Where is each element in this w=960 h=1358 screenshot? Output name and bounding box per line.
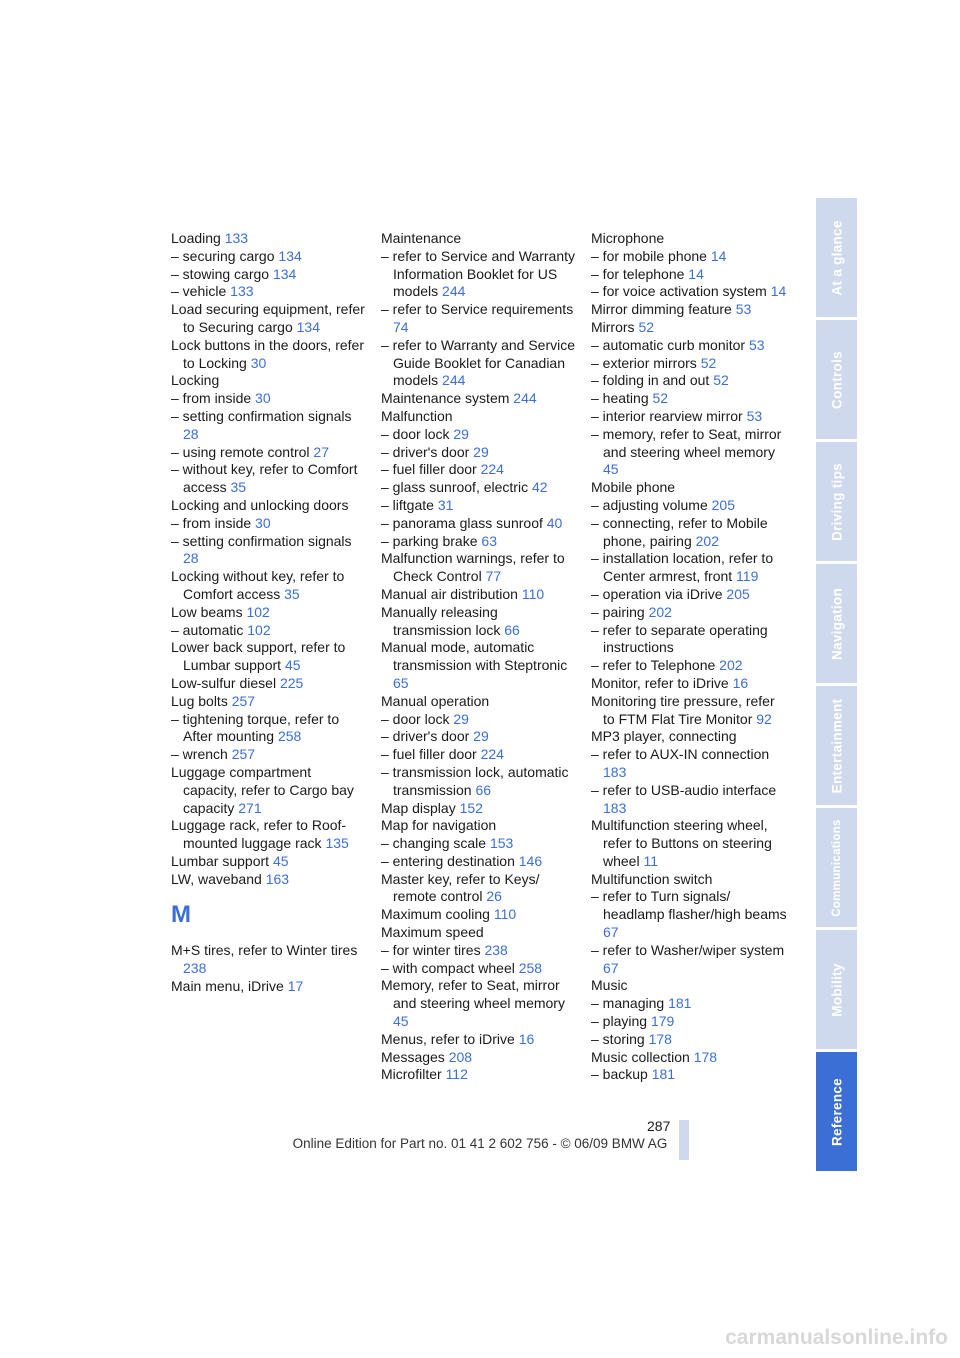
page-reference-link[interactable]: 135 bbox=[325, 835, 349, 852]
index-entry bbox=[381, 728, 577, 746]
index-entry bbox=[381, 977, 577, 1030]
tab-communications[interactable]: Communications bbox=[816, 808, 857, 927]
page-reference-link[interactable]: 77 bbox=[485, 568, 502, 585]
index-entry-text: Main menu, iDrive bbox=[171, 978, 288, 995]
index-entry bbox=[171, 515, 367, 533]
index-column-3 bbox=[591, 230, 787, 1084]
index-entry-text: – connecting, refer to Mobile phone, pairing bbox=[591, 514, 768, 549]
index-entry bbox=[381, 1049, 577, 1067]
index-entry-text: Music collection bbox=[591, 1048, 694, 1065]
page-reference-link[interactable]: 183 bbox=[603, 799, 627, 816]
index-entry-text: Manual operation bbox=[381, 692, 490, 709]
index-entry bbox=[381, 924, 577, 942]
page-number: 287 bbox=[647, 1118, 671, 1134]
index-entry bbox=[381, 639, 577, 692]
index-entry-text: – from inside bbox=[171, 390, 256, 407]
index-entry bbox=[171, 497, 367, 515]
page-reference-link[interactable]: 258 bbox=[518, 959, 543, 976]
index-entry-text: – door lock bbox=[381, 425, 454, 442]
page-reference-link[interactable]: 53 bbox=[735, 301, 752, 318]
index-entry bbox=[591, 355, 787, 373]
index-entry-text: – memory, refer to Seat, mirror and steering wheel memory bbox=[591, 425, 782, 460]
page-reference-link[interactable]: 45 bbox=[284, 657, 301, 674]
index-entry-text: – pairing bbox=[591, 603, 649, 620]
index-entry-text: – exterior mirrors bbox=[591, 354, 701, 371]
index-entry bbox=[171, 764, 367, 817]
index-entry-text: Mobile phone bbox=[591, 479, 676, 496]
index-entry-text: – stowing cargo bbox=[171, 265, 273, 282]
index-entry bbox=[591, 479, 787, 497]
index-entry-text: Locking without key, refer to Comfort access bbox=[171, 568, 345, 602]
index-entry-text: – without key, refer to Comfort access bbox=[171, 461, 358, 496]
tab-at-a-glance[interactable]: At a glance bbox=[816, 198, 857, 317]
index-entry-text: Malfunction bbox=[381, 407, 453, 424]
index-entry-text: – refer to Warranty and Service Guide Booklet for Canadian models bbox=[381, 336, 576, 389]
page-reference-link[interactable]: 202 bbox=[648, 603, 672, 620]
index-entry bbox=[171, 693, 367, 711]
index-entry bbox=[591, 657, 787, 675]
index-entry-text: – transmission lock, automatic transmission bbox=[381, 763, 569, 798]
index-entry-text: Low-sulfur diesel bbox=[171, 674, 280, 691]
page-reference-link[interactable]: 258 bbox=[277, 728, 302, 745]
index-entry-text: Microphone bbox=[591, 230, 665, 246]
index-entry-text: Maximum cooling bbox=[381, 906, 494, 923]
index-entry-text: – entering destination bbox=[381, 852, 519, 869]
index-entry bbox=[591, 817, 787, 870]
index-entry bbox=[381, 800, 577, 818]
page-reference-link[interactable]: 40 bbox=[546, 514, 563, 531]
index-entry-text: Maximum speed bbox=[381, 924, 484, 941]
index-entry-text: Monitor, refer to iDrive bbox=[591, 674, 733, 691]
index-entry bbox=[381, 550, 577, 586]
index-entry bbox=[381, 444, 577, 462]
index-entry bbox=[381, 835, 577, 853]
index-entry bbox=[171, 230, 367, 248]
index-entry-text: – for winter tires bbox=[381, 941, 485, 958]
page-reference-link[interactable]: 257 bbox=[231, 746, 256, 763]
index-entry bbox=[591, 515, 787, 551]
index-entry-text: Luggage compartment capacity, refer to Cargo bay capacity bbox=[171, 763, 354, 816]
letter-heading: M bbox=[171, 901, 191, 929]
tab-navigation[interactable]: Navigation bbox=[816, 564, 857, 683]
page-reference-link[interactable]: 134 bbox=[272, 265, 297, 282]
page-reference-link[interactable]: 163 bbox=[265, 870, 290, 887]
index-entry bbox=[591, 942, 787, 978]
page-reference-link[interactable]: 152 bbox=[459, 799, 483, 816]
index-entry bbox=[381, 390, 577, 408]
index-entry bbox=[381, 693, 577, 711]
page-reference-link[interactable]: 110 bbox=[521, 585, 545, 602]
page-reference-link[interactable]: 53 bbox=[746, 407, 763, 424]
index-entry-text: – adjusting volume bbox=[591, 496, 712, 513]
index-entry bbox=[591, 266, 787, 284]
index-entry bbox=[381, 853, 577, 871]
index-entry-text: Music bbox=[591, 977, 628, 994]
page-reference-link[interactable]: 52 bbox=[713, 372, 729, 389]
page-reference-link[interactable]: 14 bbox=[770, 283, 787, 300]
index-entry bbox=[381, 711, 577, 729]
page-reference-link[interactable]: 238 bbox=[484, 941, 508, 958]
index-entry bbox=[171, 675, 367, 693]
page-reference-link[interactable]: 112 bbox=[445, 1066, 468, 1083]
footer-text: Online Edition for Part no. 01 41 2 602 756 - © 06/09 BMW AG bbox=[292, 1136, 668, 1151]
index-entry-text: – operation via iDrive bbox=[591, 585, 727, 602]
index-entry-text: Mirror dimming feature bbox=[591, 301, 736, 318]
index-entry bbox=[591, 871, 787, 889]
index-entry-text: – for telephone bbox=[591, 265, 689, 282]
index-entry bbox=[591, 1031, 787, 1049]
index-entry bbox=[171, 817, 367, 853]
index-entry-text: Locking bbox=[171, 372, 220, 389]
index-entry bbox=[591, 977, 787, 995]
index-entry-text: Locking and unlocking doors bbox=[171, 496, 349, 513]
index-entry bbox=[381, 230, 577, 248]
index-entry-text: – folding in and out bbox=[591, 372, 714, 389]
index-entry bbox=[591, 337, 787, 355]
index-entry-text: – refer to AUX-IN connection bbox=[591, 746, 770, 763]
index-entry-text: – tightening torque, refer to After mounting bbox=[171, 710, 340, 745]
index-entry-text: MP3 player, connecting bbox=[591, 728, 737, 745]
page-reference-link[interactable]: 67 bbox=[603, 959, 619, 976]
index-entry bbox=[381, 871, 577, 907]
index-entry bbox=[381, 746, 577, 764]
page-reference-link[interactable]: 30 bbox=[250, 354, 267, 371]
tab-entertainment[interactable]: Entertainment bbox=[816, 686, 857, 805]
index-entry-text: – fuel filler door bbox=[381, 746, 481, 763]
index-entry bbox=[591, 248, 787, 266]
index-entry-text: – panorama glass sunroof bbox=[381, 514, 547, 531]
page-reference-link[interactable]: 102 bbox=[247, 621, 271, 638]
page-reference-link[interactable]: 52 bbox=[652, 390, 669, 407]
index-entry bbox=[381, 301, 577, 337]
index-entry bbox=[381, 604, 577, 640]
index-entry bbox=[171, 622, 367, 640]
page-reference-link[interactable]: 119 bbox=[736, 568, 759, 585]
index-entry-text: – refer to separate operating instructions bbox=[591, 621, 768, 656]
index-entry bbox=[591, 586, 787, 604]
page-reference-link[interactable]: 30 bbox=[255, 390, 271, 407]
page-reference-link[interactable]: 92 bbox=[756, 710, 772, 727]
index-entry bbox=[381, 479, 577, 497]
page-reference-link[interactable]: 153 bbox=[489, 835, 514, 852]
page-reference-link[interactable]: 17 bbox=[287, 978, 304, 995]
index-entry-text: Manually releasing transmission lock bbox=[381, 603, 505, 638]
index-entry-text: – fuel filler door bbox=[381, 461, 481, 478]
index-entry bbox=[171, 248, 367, 266]
index-entry-text: Loading bbox=[171, 230, 225, 246]
index-entry bbox=[171, 568, 367, 604]
index-entry-text: Messages bbox=[381, 1048, 449, 1065]
index-entry-text: – wrench bbox=[171, 746, 232, 763]
index-entry-text: – from inside bbox=[171, 514, 256, 531]
page-reference-link[interactable]: 244 bbox=[442, 283, 466, 300]
index-column-1 bbox=[171, 230, 367, 996]
index-entry-text: – interior rearview mirror bbox=[591, 407, 747, 424]
index-entry-text: LW, waveband bbox=[171, 870, 266, 887]
index-entry bbox=[171, 266, 367, 284]
index-entry-text: Mirrors bbox=[591, 318, 639, 335]
index-entry bbox=[591, 550, 787, 586]
index-entry bbox=[381, 764, 577, 800]
page-reference-link[interactable]: 146 bbox=[518, 852, 543, 869]
index-entry bbox=[591, 995, 787, 1013]
page-reference-link[interactable]: 134 bbox=[278, 247, 302, 264]
tab-mobility[interactable]: Mobility bbox=[816, 930, 857, 1049]
page-reference-link[interactable]: 42 bbox=[531, 479, 548, 496]
index-entry-text: – refer to Washer/wiper system bbox=[591, 941, 785, 958]
page-reference-link[interactable]: 183 bbox=[603, 763, 627, 780]
index-entry bbox=[381, 408, 577, 426]
index-entry bbox=[591, 1066, 787, 1084]
index-entry bbox=[171, 301, 367, 337]
page-reference-link[interactable]: 16 bbox=[518, 1030, 535, 1047]
index-entry-text: – managing bbox=[591, 995, 669, 1012]
index-entry-text: Lumbar support bbox=[171, 852, 273, 869]
index-entry bbox=[591, 746, 787, 782]
index-entry-text: – parking brake bbox=[381, 532, 482, 549]
page-reference-link[interactable]: 66 bbox=[504, 621, 520, 638]
page-reference-link[interactable]: 29 bbox=[473, 443, 489, 460]
page-reference-link[interactable]: 257 bbox=[231, 692, 256, 709]
index-entry-text: – liftgate bbox=[381, 496, 438, 513]
index-entry-text: Maintenance system bbox=[381, 390, 514, 407]
index-entry-text: – automatic bbox=[171, 621, 248, 638]
index-entry-text: Maintenance bbox=[381, 230, 462, 246]
page-reference-link[interactable]: 134 bbox=[296, 318, 320, 335]
index-entry-text: Lower back support, refer to Lumbar support bbox=[171, 639, 346, 674]
page-reference-link[interactable]: 102 bbox=[246, 603, 270, 620]
index-entry-text: – refer to Turn signals/ headlamp flasher/high beams bbox=[591, 888, 787, 923]
index-entry bbox=[171, 461, 367, 497]
page-reference-link[interactable]: 53 bbox=[748, 336, 765, 353]
index-entry-text: – refer to Telephone bbox=[591, 657, 720, 674]
page-reference-link[interactable]: 74 bbox=[393, 318, 409, 335]
index-entry bbox=[591, 230, 787, 248]
watermark: carmanualsonline.info bbox=[725, 1326, 948, 1349]
index-entry-text: – using remote control bbox=[171, 443, 314, 460]
index-entry bbox=[591, 675, 787, 693]
page-reference-link[interactable]: 31 bbox=[437, 496, 454, 513]
index-entry-text: Monitoring tire pressure, refer to FTM Flat Tire Monitor bbox=[591, 692, 775, 727]
index-entry bbox=[591, 319, 787, 337]
page-reference-link[interactable]: 244 bbox=[442, 372, 466, 389]
index-entry-text: – with compact wheel bbox=[381, 959, 519, 976]
index-entry-text: Multifunction steering wheel, refer to Buttons on steering wheel bbox=[591, 817, 772, 869]
index-entry-text: – backup bbox=[591, 1066, 652, 1083]
index-entry-text: Map display bbox=[381, 799, 460, 816]
index-entry bbox=[171, 711, 367, 747]
index-entry bbox=[591, 497, 787, 515]
index-entry-text: Map for navigation bbox=[381, 817, 497, 834]
index-entry bbox=[381, 497, 577, 515]
page-reference-link[interactable]: 179 bbox=[650, 1013, 675, 1030]
index-entry-text: – playing bbox=[591, 1013, 651, 1030]
index-entry bbox=[591, 301, 787, 319]
page-reference-link[interactable]: 45 bbox=[393, 1013, 409, 1030]
page-reference-link[interactable]: 45 bbox=[272, 852, 289, 869]
page-reference-link[interactable]: 181 bbox=[668, 995, 692, 1012]
index-entry bbox=[171, 372, 367, 390]
page-reference-link[interactable]: 28 bbox=[183, 425, 199, 442]
index-entry bbox=[171, 639, 367, 675]
index-entry bbox=[381, 515, 577, 533]
index-entry-text: Low beams bbox=[171, 603, 247, 620]
page-reference-link[interactable]: 208 bbox=[448, 1048, 473, 1065]
page-reference-link[interactable]: 133 bbox=[230, 283, 254, 300]
index-entry bbox=[171, 746, 367, 764]
index-entry bbox=[171, 408, 367, 444]
index-entry bbox=[381, 426, 577, 444]
index-entry bbox=[171, 871, 367, 889]
page-reference-link[interactable]: 66 bbox=[475, 781, 492, 798]
page-reference-link[interactable]: 225 bbox=[279, 674, 304, 691]
index-entry bbox=[381, 942, 577, 960]
index-column-2 bbox=[381, 230, 577, 1084]
index-entry bbox=[591, 693, 787, 729]
index-entry bbox=[591, 408, 787, 426]
index-entry-text: – for voice activation system bbox=[591, 283, 771, 300]
index-entry-text: – refer to Service and Warranty Information Booklet for US models bbox=[381, 247, 576, 300]
page-reference-link[interactable]: 27 bbox=[313, 443, 329, 460]
index-entry-text: – for mobile phone bbox=[591, 247, 711, 264]
page-reference-link[interactable]: 65 bbox=[393, 674, 409, 691]
index-entry bbox=[171, 444, 367, 462]
page-reference-link[interactable]: 14 bbox=[710, 247, 727, 264]
index-entry-text: – changing scale bbox=[381, 835, 490, 852]
index-entry bbox=[591, 604, 787, 622]
index-entry-text: – heating bbox=[591, 390, 653, 407]
index-entry-text: Lug bolts bbox=[171, 692, 232, 709]
page-reference-link[interactable]: 45 bbox=[603, 461, 619, 478]
page-reference-link[interactable]: 35 bbox=[230, 479, 247, 496]
page-reference-link[interactable]: 29 bbox=[453, 425, 469, 442]
index-entry bbox=[171, 942, 367, 978]
page-reference-link[interactable]: 224 bbox=[480, 461, 504, 478]
page-reference-link[interactable]: 30 bbox=[255, 514, 271, 531]
page-reference-link[interactable]: 16 bbox=[732, 674, 749, 691]
index-entry-text: Menus, refer to iDrive bbox=[381, 1030, 519, 1047]
index-entry bbox=[171, 390, 367, 408]
index-entry-text: – driver's door bbox=[381, 728, 474, 745]
index-entry-text: – driver's door bbox=[381, 443, 474, 460]
page-reference-link[interactable]: 178 bbox=[648, 1030, 672, 1047]
index-entry-text: Manual mode, automatic transmission with Steptronic bbox=[381, 639, 568, 674]
page-reference-link[interactable]: 35 bbox=[284, 585, 300, 602]
index-entry bbox=[171, 337, 367, 373]
tab-controls[interactable]: Controls bbox=[816, 320, 857, 439]
page-reference-link[interactable]: 29 bbox=[473, 728, 489, 745]
index-entry-text: – installation location, refer to Center armrest, front bbox=[591, 550, 774, 585]
index-entry bbox=[591, 390, 787, 408]
index-entry bbox=[591, 372, 787, 390]
index-entry bbox=[381, 533, 577, 551]
page-reference-link[interactable]: 28 bbox=[183, 550, 199, 567]
index-entry-text: – door lock bbox=[381, 710, 454, 727]
index-entry-text: – refer to USB-audio interface bbox=[591, 781, 777, 798]
page-reference-link[interactable]: 244 bbox=[513, 390, 537, 407]
index-entry bbox=[591, 728, 787, 746]
index-entry bbox=[171, 604, 367, 622]
index-entry-text: Memory, refer to Seat, mirror and steering wheel memory bbox=[381, 977, 565, 1012]
index-entry bbox=[171, 853, 367, 871]
index-entry bbox=[381, 817, 577, 835]
index-entry-text: – setting confirmation signals bbox=[171, 407, 352, 424]
page-reference-link[interactable]: 29 bbox=[453, 710, 469, 727]
index-entry bbox=[591, 1013, 787, 1031]
index-entry-text: – automatic curb monitor bbox=[591, 336, 749, 353]
page-reference-link[interactable]: 271 bbox=[238, 799, 262, 816]
page-reference-link[interactable]: 202 bbox=[695, 532, 719, 549]
page-reference-link[interactable]: 238 bbox=[183, 960, 207, 977]
index-entry bbox=[381, 337, 577, 390]
index-entry bbox=[171, 533, 367, 569]
index-entry-text: Luggage rack, refer to Roof-mounted luggage rack bbox=[171, 817, 347, 852]
page-reference-link[interactable]: 26 bbox=[486, 888, 502, 905]
index-entry-text: – vehicle bbox=[171, 283, 231, 300]
index-entry bbox=[171, 978, 367, 996]
index-entry-text: – storing bbox=[591, 1030, 649, 1047]
section-sidebar bbox=[816, 198, 857, 1174]
index-entry bbox=[381, 906, 577, 924]
index-entry bbox=[381, 1031, 577, 1049]
page-reference-link[interactable]: 202 bbox=[719, 657, 743, 674]
page-reference-link[interactable]: 224 bbox=[480, 746, 504, 763]
page-reference-link[interactable]: 178 bbox=[693, 1048, 718, 1065]
page-reference-link[interactable]: 11 bbox=[643, 852, 659, 869]
index-entry bbox=[381, 586, 577, 604]
index-entry bbox=[171, 283, 367, 301]
page-reference-link[interactable]: 67 bbox=[603, 924, 619, 941]
index-entry-text: Malfunction warnings, refer to Check Control bbox=[381, 550, 565, 585]
index-entry-text: – glass sunroof, electric bbox=[381, 479, 532, 496]
page-reference-link[interactable]: 133 bbox=[224, 230, 249, 246]
index-entry bbox=[591, 1049, 787, 1067]
index-entry bbox=[591, 622, 787, 658]
index-entry-text: Load securing equipment, refer to Securing cargo bbox=[171, 301, 365, 335]
index-entry-text: Microfilter bbox=[381, 1066, 446, 1083]
page-reference-link[interactable]: 205 bbox=[711, 496, 735, 513]
page-reference-link[interactable]: 205 bbox=[726, 585, 750, 602]
index-entry-text: Lock buttons in the doors, refer to Locking bbox=[171, 336, 364, 371]
index-entry-text: Master key, refer to Keys/ remote control bbox=[381, 870, 540, 905]
index-entry-text: – securing cargo bbox=[171, 247, 279, 264]
index-entry bbox=[591, 426, 787, 479]
index-entry-text: – refer to Service requirements bbox=[381, 301, 574, 318]
index-entry-text: – setting confirmation signals bbox=[171, 532, 352, 549]
index-entry-text: Manual air distribution bbox=[381, 585, 522, 602]
tab-reference[interactable]: Reference bbox=[816, 1052, 857, 1171]
index-entry bbox=[591, 283, 787, 301]
index-entry bbox=[381, 960, 577, 978]
index-entry bbox=[381, 1066, 577, 1084]
tab-driving-tips[interactable]: Driving tips bbox=[816, 442, 857, 561]
page-reference-link[interactable]: 110 bbox=[493, 906, 517, 923]
page-reference-link[interactable]: 63 bbox=[481, 532, 497, 549]
index-entry-text: Multifunction switch bbox=[591, 870, 713, 887]
index-entry bbox=[591, 888, 787, 941]
page-reference-link[interactable]: 52 bbox=[700, 354, 717, 371]
index-entry bbox=[381, 248, 577, 301]
page-reference-link[interactable]: 52 bbox=[638, 318, 655, 335]
index-entry bbox=[591, 782, 787, 818]
index-entry-text: M+S tires, refer to Winter tires bbox=[171, 942, 358, 959]
page-reference-link[interactable]: 181 bbox=[651, 1066, 676, 1083]
page-reference-link[interactable]: 14 bbox=[688, 265, 704, 282]
index-entry bbox=[381, 461, 577, 479]
